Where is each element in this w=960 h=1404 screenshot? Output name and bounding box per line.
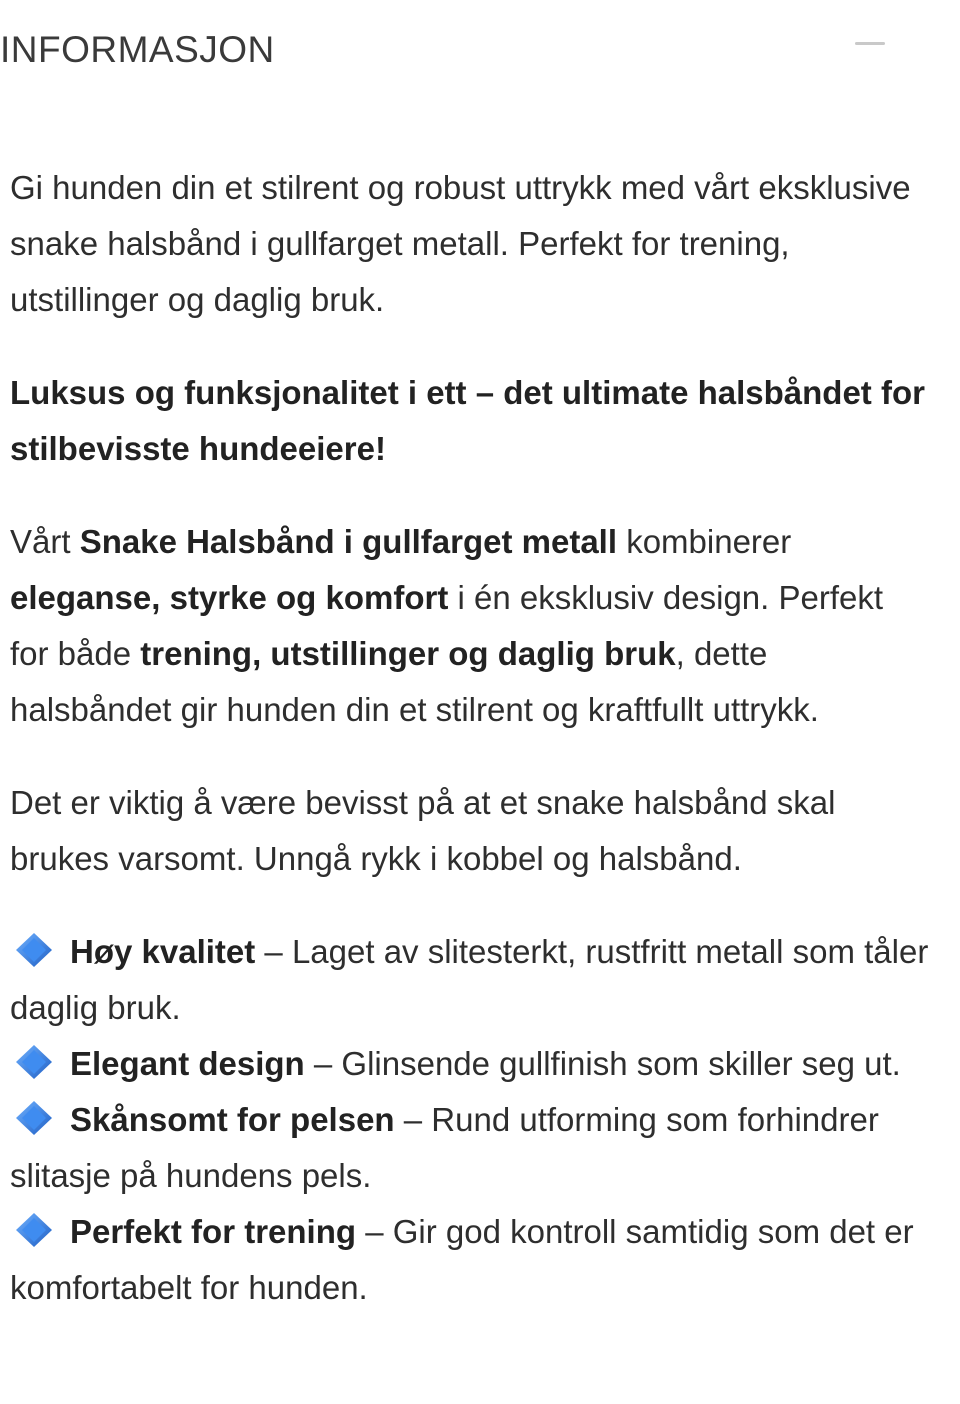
feature-text: – Glinsende gullfinish som skiller seg ut. (304, 1045, 901, 1082)
details-text: i én eksklusiv design. Perfekt for både (10, 579, 884, 672)
blue-diamond-icon (14, 1212, 54, 1248)
feature-title: Elegant design (70, 1045, 305, 1082)
feature-title: Høy kvalitet (70, 933, 256, 970)
feature-text: – Rund utforming som forhindrer slitasje på hundens pels. (10, 1101, 879, 1194)
product-description (10, 160, 930, 1316)
blue-diamond-icon (14, 1100, 54, 1136)
details-text: Vårt (10, 523, 80, 560)
feature-item (10, 1092, 930, 1204)
collapse-toggle-button[interactable] (846, 26, 894, 62)
details-bold-text: eleganse, styrke og komfort (10, 579, 449, 616)
tagline-paragraph (10, 365, 930, 477)
blue-diamond-icon (14, 932, 54, 968)
intro-paragraph: Gi hunden din et stilrent og robust uttrykk med vårt eksklusive snake halsbånd i gullfarget metall. Perfekt for trening, utstillinger og daglig bruk. (10, 169, 911, 318)
tagline-text: Luksus og funksjonalitet i ett – det ultimate halsbåndet for stilbevisste hundeeiere! (10, 374, 925, 467)
details-bold-text: Snake Halsbånd i gullfarget metall (79, 523, 618, 560)
section-title: INFORMASJON (0, 29, 275, 70)
details-text: , dette halsbåndet gir hunden din et stilrent og kraftfullt uttrykk. (10, 635, 819, 728)
feature-text: – Laget av slitesterkt, rustfritt metall som tåler daglig bruk. (10, 933, 929, 1026)
feature-item (10, 924, 930, 1036)
details-text: kombinerer (617, 523, 792, 560)
feature-text: – Gir god kontroll samtidig som det er komfortabelt for hunden. (10, 1213, 914, 1306)
feature-item (10, 1036, 930, 1092)
feature-title: Perfekt for trening (70, 1213, 357, 1250)
blue-diamond-icon (14, 1044, 54, 1080)
accordion-header[interactable] (0, 0, 960, 110)
details-bold-text: trening, utstillinger og daglig bruk (140, 635, 676, 672)
feature-title: Skånsomt for pelsen (70, 1101, 395, 1138)
details-paragraph (10, 514, 930, 738)
warning-paragraph: Det er viktig å være bevisst på at et snake halsbånd skal brukes varsomt. Unngå rykk i kobbel og halsbånd. (10, 784, 836, 877)
feature-list (10, 924, 930, 1316)
feature-item (10, 1204, 930, 1316)
minus-icon (855, 42, 885, 45)
